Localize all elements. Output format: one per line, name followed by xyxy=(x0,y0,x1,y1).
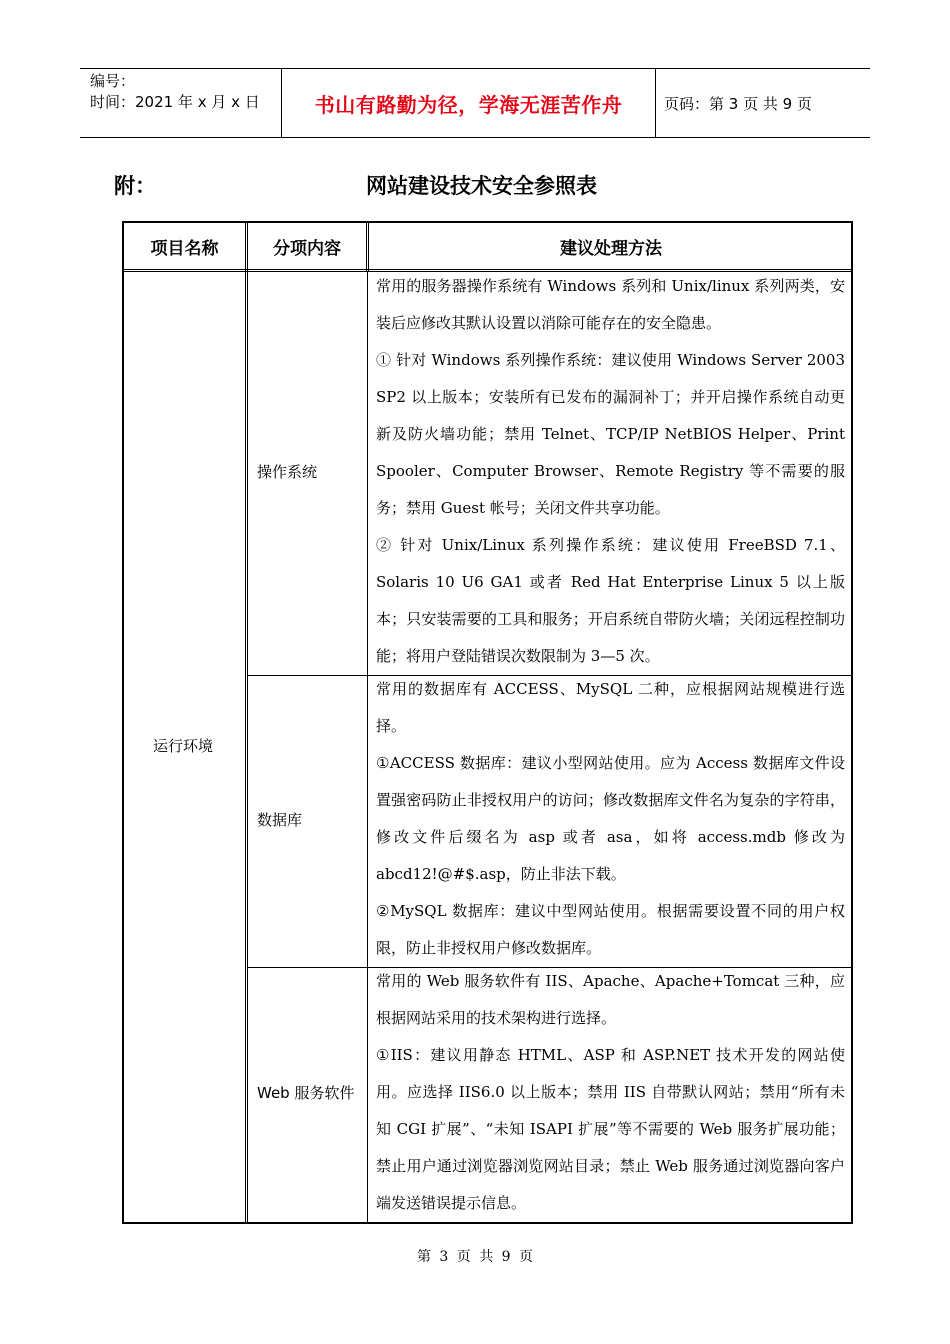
method-paragraph: ① 针对 Windows 系列操作系统：建议使用 Windows Server 2003 SP2 以上版本；安装所有已发布的漏洞补丁；并开启操作系统自动更新及防火墙功能；禁用 Telnet、TCP/IP NetBIOS Helper、Print Spooler、Computer Browser、Remote Registry 等不需要的服务；禁用 Guest 帐号；关闭文件共享功能。 xyxy=(376,351,845,517)
page-header xyxy=(80,68,870,138)
reference-table xyxy=(122,221,853,1224)
column-divider xyxy=(367,272,368,1222)
table-header-item: 项目名称 xyxy=(150,238,219,259)
page-title: 网站建设技术安全参照表 xyxy=(366,174,597,198)
method-cell xyxy=(376,963,845,1222)
sub-item-label: Web 服务软件 xyxy=(257,1084,355,1102)
sub-item-label: 操作系统 xyxy=(257,463,318,481)
table-header-method: 建议处理方法 xyxy=(560,238,662,259)
method-paragraph: 常用的数据库有 ACCESS、MySQL 二种，应根据网站规模进行选择。 xyxy=(376,680,845,735)
document-time-label: 时间：2021 年 x 月 x 日 xyxy=(90,93,260,111)
method-cell xyxy=(376,671,845,967)
column-divider xyxy=(245,223,248,1222)
method-paragraph: 常用的服务器操作系统有 Windows 系列和 Unix/linux 系列两类，安装后应修改其默认设置以消除可能存在的安全隐患。 xyxy=(376,277,845,332)
method-cell xyxy=(376,268,845,675)
document-number-label: 编号： xyxy=(90,72,136,90)
method-paragraph: ①ACCESS 数据库：建议小型网站使用。应为 Access 数据库文件设置强密码防止非授权用户的访问；修改数据库文件名为复杂的字符串，修改文件后缀名为 asp 或者 asa，如将 access.mdb 修改为 abcd12!@#$.asp，防止非法下载。 xyxy=(376,754,845,883)
header-meta xyxy=(90,71,280,113)
header-motto: 书山有路勤为径，学海无涯苦作舟 xyxy=(314,92,623,117)
table-header-row xyxy=(124,223,851,272)
method-paragraph: ②MySQL 数据库：建议中型网站使用。根据需要设置不同的用户权限，防止非授权用户修改数据库。 xyxy=(376,902,845,957)
sub-item-label: 数据库 xyxy=(257,811,303,829)
category-label: 运行环境 xyxy=(153,737,214,755)
method-paragraph: ①IIS：建议用静态 HTML、ASP 和 ASP.NET 技术开发的网站使用。应选择 IIS6.0 以上版本；禁用 IIS 自带默认网站；禁用“所有未知 CGI 扩展”、“未知 ISAPI 扩展”等不需要的 Web 服务扩展功能；禁止用户通过浏览器浏览网站目录；禁止 Web 服务通过浏览器向客户端发送错误提示信息。 xyxy=(376,1046,845,1212)
method-paragraph: 常用的 Web 服务软件有 IIS、Apache、Apache+Tomcat 三种，应根据网站采用的技术架构进行选择。 xyxy=(376,972,845,1027)
header-page-number: 页码：第 3 页 共 9 页 xyxy=(664,94,812,113)
table-header-sub: 分项内容 xyxy=(273,238,341,259)
header-divider xyxy=(655,69,656,137)
page-footer: 第 3 页 共 9 页 xyxy=(416,1249,534,1265)
title-prefix: 附： xyxy=(114,174,156,198)
method-paragraph: ② 针对 Unix/Linux 系列操作系统：建议使用 FreeBSD 7.1、Solaris 10 U6 GA1 或者 Red Hat Enterprise Linux 5 以上版本；只安装需要的工具和服务；开启系统自带防火墙；关闭远程控制功能；将用户登陆错误次数限制为 3—5 次。 xyxy=(376,536,845,665)
column-divider xyxy=(366,223,369,272)
